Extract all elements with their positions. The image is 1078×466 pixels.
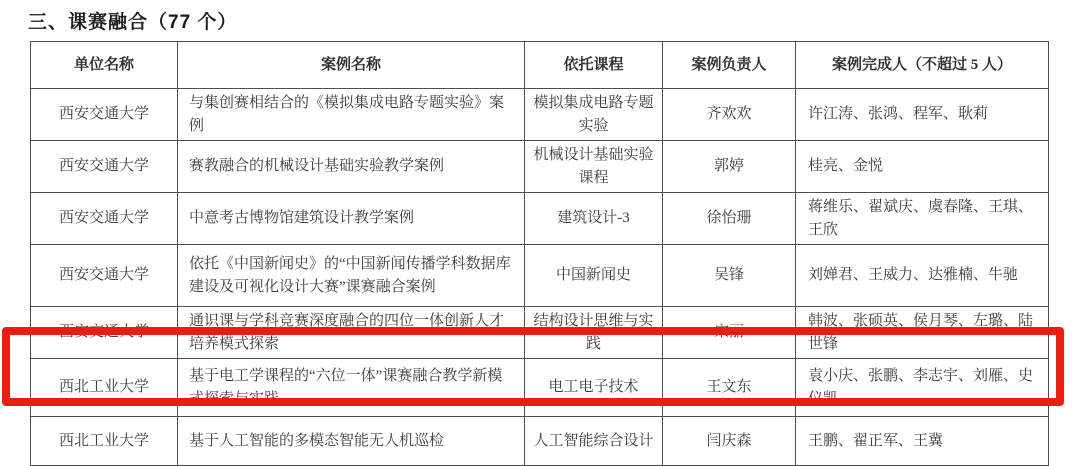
header-course: 依托课程 [525, 42, 663, 89]
cell-unit: 西北工业大学 [31, 359, 178, 417]
table-row [31, 193, 1049, 245]
cell-leader: 齐欢欢 [663, 89, 796, 141]
cell-completers: 许江涛、张鸿、程军、耿莉 [796, 89, 1049, 141]
cell-unit: 西安交通大学 [31, 307, 178, 359]
cell-completers: 韩波、张硕英、侯月琴、左璐、陆世锋 [796, 307, 1049, 359]
cell-case: 通识课与学科竞赛深度融合的四位一体创新人才培养模式探索 [178, 307, 525, 359]
header-unit-name: 单位名称 [31, 42, 178, 89]
cell-leader: 郭婷 [663, 141, 796, 193]
header-completers: 案例完成人（不超过 5 人） [796, 42, 1049, 89]
cell-course: 建筑设计-3 [525, 193, 663, 245]
case-table [30, 41, 1049, 466]
cell-case: 赛教融合的机械设计基础实验教学案例 [178, 141, 525, 193]
cell-unit: 西安交通大学 [31, 245, 178, 307]
header-leader: 案例负责人 [663, 42, 796, 89]
cell-unit: 西安交通大学 [31, 89, 178, 141]
cell-course: 机械设计基础实验课程 [525, 141, 663, 193]
cell-completers: 蒋维乐、翟斌庆、虞春隆、王琪、王欣 [796, 193, 1049, 245]
cell-course: 中国新闻史 [525, 245, 663, 307]
cell-case: 基于电工学课程的“六位一体”课赛融合教学新模式探索与实践 [178, 359, 525, 417]
cell-unit: 西安交通大学 [31, 193, 178, 245]
section-title: 三、课赛融合（77 个） [28, 12, 238, 33]
cell-case: 与集创赛相结合的《模拟集成电路专题实验》案例 [178, 89, 525, 141]
cell-leader: 闫庆森 [663, 417, 796, 466]
table-row [31, 89, 1049, 141]
cell-unit: 西安交通大学 [31, 141, 178, 193]
cell-leader: 宋丽 [663, 307, 796, 359]
cell-leader: 王文东 [663, 359, 796, 417]
table-row [31, 307, 1049, 359]
cell-course: 电工电子技术 [525, 359, 663, 417]
cell-completers: 袁小庆、张鹏、李志宇、刘雁、史仪凯 [796, 359, 1049, 417]
table-row-highlighted [31, 359, 1049, 417]
cell-case: 依托《中国新闻史》的“中国新闻传播学科数据库建设及可视化设计大赛”课赛融合案例 [178, 245, 525, 307]
table-row [31, 417, 1049, 466]
cell-course: 人工智能综合设计 [525, 417, 663, 466]
cell-course: 模拟集成电路专题实验 [525, 89, 663, 141]
cell-completers: 刘婵君、王威力、达雅楠、牛驰 [796, 245, 1049, 307]
cell-unit: 西北工业大学 [31, 417, 178, 466]
cell-case: 中意考古博物馆建筑设计教学案例 [178, 193, 525, 245]
cell-leader: 徐怡珊 [663, 193, 796, 245]
table-header-row [31, 42, 1049, 89]
cell-completers: 王鹏、翟正军、王冀 [796, 417, 1049, 466]
cell-course: 结构设计思维与实践 [525, 307, 663, 359]
table-row [31, 245, 1049, 307]
cell-completers: 桂亮、金悦 [796, 141, 1049, 193]
cell-leader: 吴锋 [663, 245, 796, 307]
header-case-name: 案例名称 [178, 42, 525, 89]
cell-case: 基于人工智能的多模态智能无人机巡检 [178, 417, 525, 466]
table-row [31, 141, 1049, 193]
